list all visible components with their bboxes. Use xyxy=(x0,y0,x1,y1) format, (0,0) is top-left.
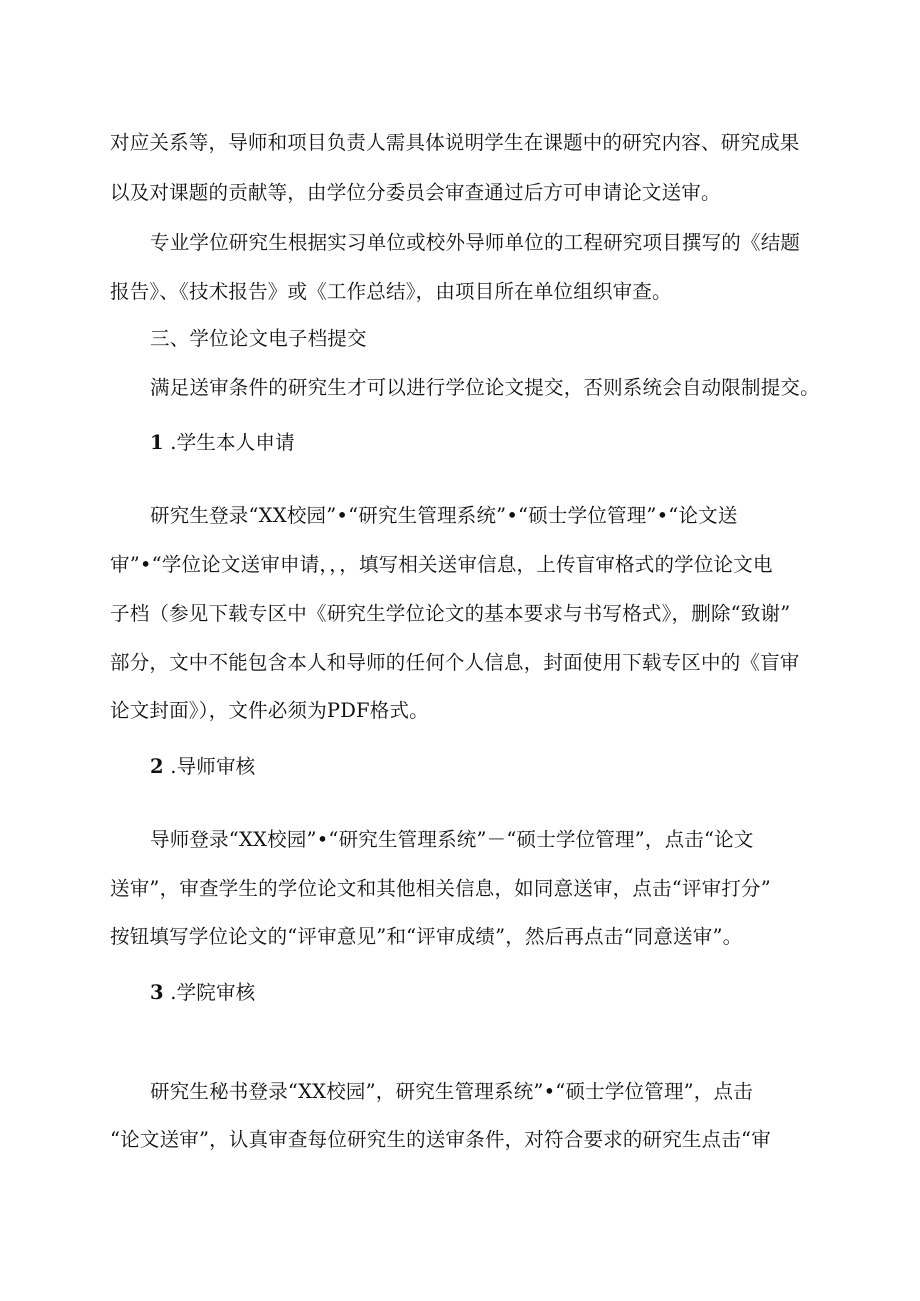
paragraph-line: 对应关系等，导师和项目负责人需具体说明学生在课题中的研究内容、研究成果 xyxy=(110,131,800,154)
paragraph-line: 满足送审条件的研究生才可以进行学位论文提交，否则系统会自动限制提交。 xyxy=(150,376,820,399)
paragraph-line: 以及对课题的贡献等，由学位分委员会审查通过后方可申请论文送审。 xyxy=(110,181,721,204)
step-title: .学院审核 xyxy=(170,981,256,1004)
step-heading-2 xyxy=(0,754,920,780)
paragraph-line: 报告》、《技术报告》或《工作总结》，由项目所在单位组织审查。 xyxy=(110,280,672,303)
step-number: 2 xyxy=(150,755,164,778)
paragraph-line: 子档（参见下载专区中《研究生学位论文的基本要求与书写格式》，删除“致谢” xyxy=(110,602,791,625)
paragraph-line: 专业学位研究生根据实习单位或校外导师单位的工程研究项目撰写的《结题 xyxy=(150,231,801,254)
paragraph-line: 论文封面》），文件必须为PDF格式。 xyxy=(110,699,429,722)
paragraph-line: 部分，文中不能包含本人和导师的任何个人信息，封面使用下载专区中的《盲审 xyxy=(110,651,800,674)
step-number: 1 xyxy=(150,431,164,454)
paragraph-line: “论文送审”，认真审查每位研究生的送审条件，对符合要求的研究生点击“审 xyxy=(110,1128,771,1151)
paragraph-line: 导师登录“XX校园”•“研究生管理系统”－“硕士学位管理”，点击“论文 xyxy=(150,828,754,851)
paragraph-line: 审”•“学位论文送审申请，，，填写相关送审信息，上传盲审格式的学位论文电 xyxy=(110,553,773,576)
step-title: .学生本人申请 xyxy=(170,431,295,454)
paragraph-line: 按钮填写学位论文的“评审意见”和“评审成绩”，然后再点击“同意送审”。 xyxy=(110,925,743,948)
step-number: 3 xyxy=(150,981,164,1004)
paragraph-line: 送审”，审查学生的学位论文和其他相关信息，如同意送审，点击“评审打分” xyxy=(110,877,771,900)
paragraph-line: 研究生登录“XX校园”•“研究生管理系统”•“硕士学位管理”•“论文送 xyxy=(150,504,738,527)
step-heading-1 xyxy=(0,430,920,456)
step-heading-3 xyxy=(0,980,920,1006)
section-heading: 三、学位论文电子档提交 xyxy=(150,327,367,350)
paragraph-line: 研究生秘书登录“XX校园”，研究生管理系统”•“硕士学位管理”，点击 xyxy=(150,1080,753,1103)
step-title: .导师审核 xyxy=(170,755,256,778)
